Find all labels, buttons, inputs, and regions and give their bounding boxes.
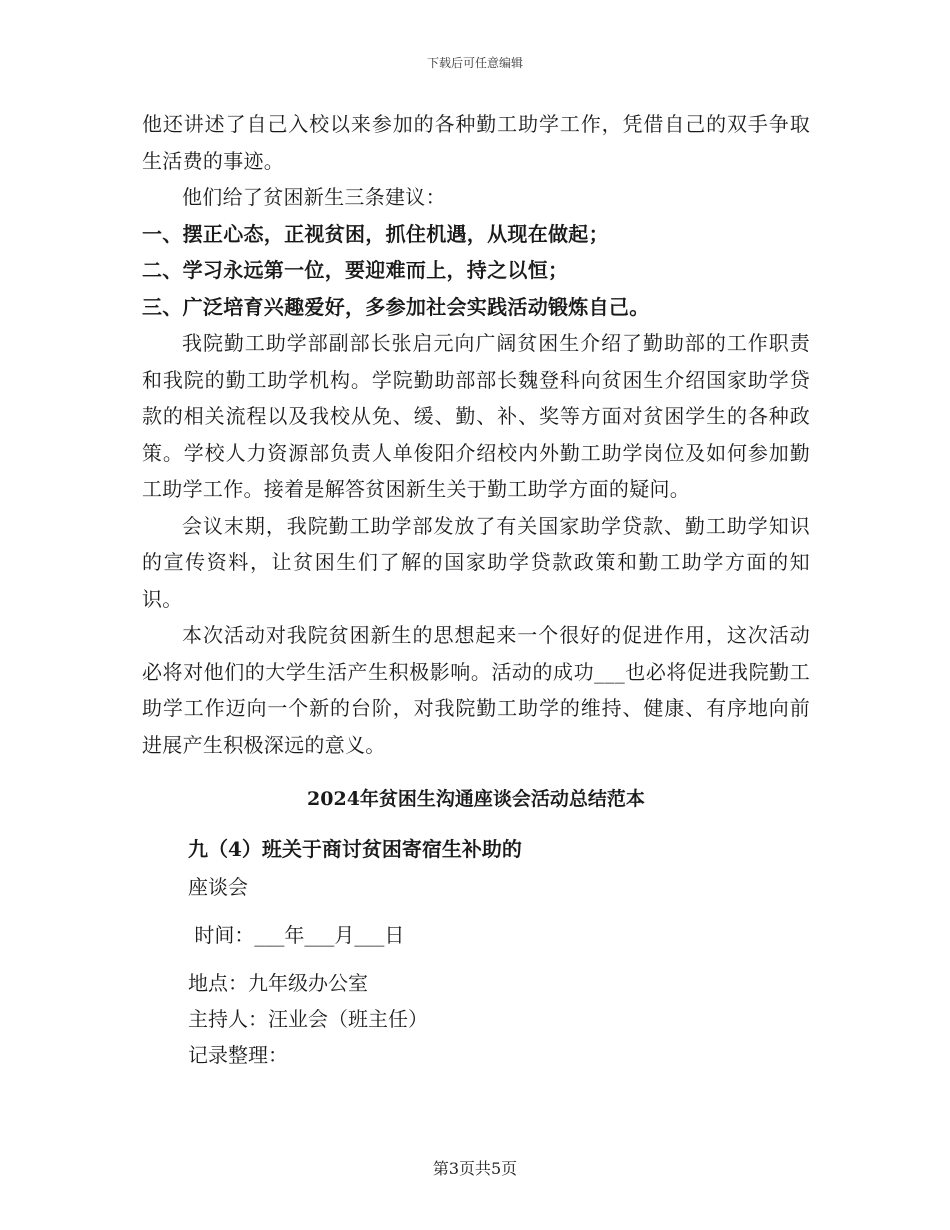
paragraph-3: 我院勤工助学部副部长张启元向广阔贫困生介绍了勤助部的工作职责和我院的勤工助学机构。学院勤助部部长魏登科向贫困生介绍国家助学贷款的相关流程以及我校从免、缓、勤、补、奖等方面对贫困学生的各种政策。学校人力资源部负责人单俊阳介绍校内外勤工助学岗位及如何参加勤工助学工作。接着是解答贫困新生关于勤工助学方面的疑问。 [142, 331, 810, 501]
section-title: 2024年贫困生沟通座谈会活动总结范本 [307, 788, 645, 810]
meeting-place: 地点：九年级办公室 [188, 971, 368, 995]
meeting-host: 主持人：汪业会（班主任） [188, 1007, 428, 1031]
suggestion-1: 一、摆正心态，正视贫困，抓住机遇，从现在做起； [142, 221, 609, 246]
document-content [142, 106, 810, 1073]
meeting-recorder: 记录整理： [188, 1043, 288, 1067]
page-footer: 第3页共5页 [432, 1159, 518, 1178]
header-note: 下载后可任意编辑 [426, 56, 523, 70]
suggestion-2: 二、学习永远第一位，要迎难而上，持之以恒； [142, 258, 569, 282]
meeting-subtitle-cont: 座谈会 [188, 875, 248, 899]
meeting-time: 时间：___年___月___日 [188, 923, 405, 947]
paragraph-2: 他们给了贫困新生三条建议： [182, 185, 446, 209]
paragraph-5: 本次活动对我院贫困新生的思想起来一个很好的促进作用，这次活动必将对他们的大学生活产生积极影响。活动的成功___也必将促进我院勤工助学工作迈向一个新的台阶，对我院勤工助学的维持、健康、有序地向前进展产生积极深远的意义。 [142, 623, 810, 757]
meeting-subtitle: 九（4）班关于商讨贫困寄宿生补助的 [188, 837, 522, 861]
suggestion-3: 三、广泛培育兴趣爱好，多参加社会实践活动锻炼自己。 [142, 294, 650, 319]
paragraph-4: 会议末期，我院勤工助学部发放了有关国家助学贷款、勤工助学知识的宣传资料，让贫困生们了解的国家助学贷款政策和勤工助学方面的知识。 [142, 513, 810, 611]
paragraph-1: 他还讲述了自己入校以来参加的各种勤工助学工作，凭借自己的双手争取生活费的事迹。 [142, 112, 810, 173]
